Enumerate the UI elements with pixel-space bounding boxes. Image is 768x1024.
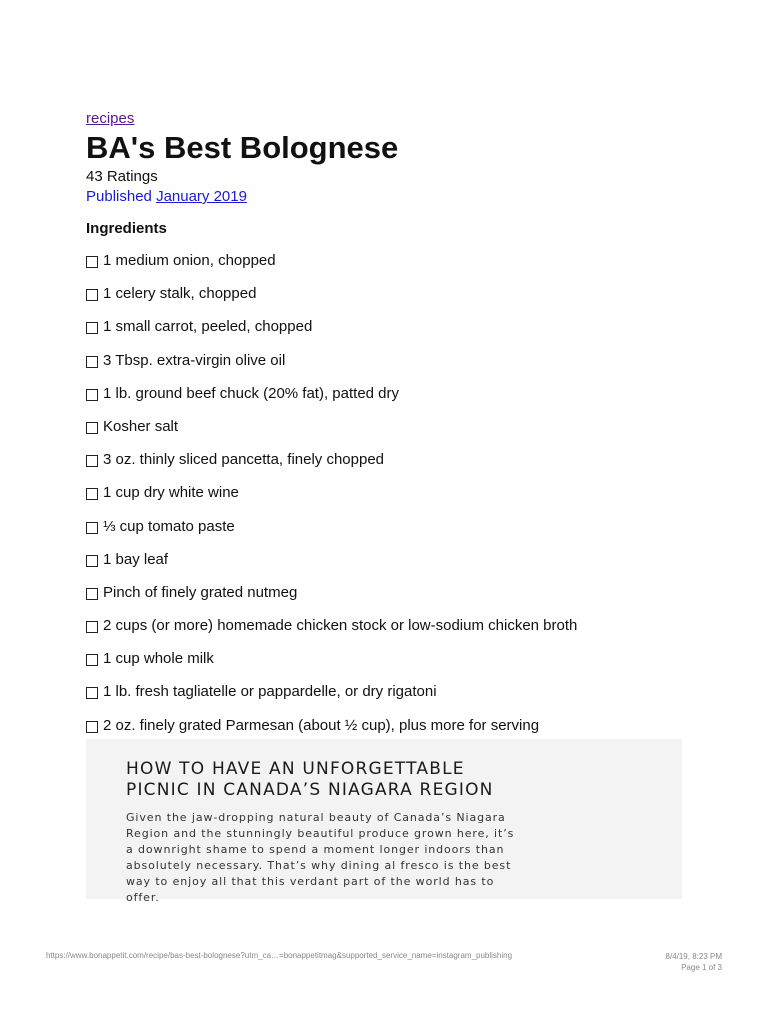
checkbox-icon[interactable]: [86, 654, 98, 666]
ingredient-item: [86, 384, 686, 417]
ingredient-text: 1 cup whole milk: [103, 650, 214, 668]
page-title: BA's Best Bolognese: [86, 130, 399, 165]
ingredient-item: [86, 483, 686, 516]
published-label: Published: [86, 188, 152, 205]
published-line: [86, 187, 686, 207]
checkbox-icon[interactable]: [86, 522, 98, 534]
ingredient-item: [86, 351, 686, 384]
ingredient-item: [86, 616, 686, 649]
checkbox-icon[interactable]: [86, 621, 98, 633]
footer-url: https://www.bonappetit.com/recipe/bas-best-bolognese?utm_ca…=bonappetitmag&supported_service_name=instagram_publishing: [46, 951, 513, 960]
ad-title: [126, 759, 646, 801]
checkbox-icon[interactable]: [86, 721, 98, 733]
ingredient-text: 2 cups (or more) homemade chicken stock or low-sodium chicken broth: [103, 617, 578, 635]
ingredient-text: 3 oz. thinly sliced pancetta, finely chopped: [103, 451, 385, 469]
ingredient-item: [86, 450, 686, 483]
ingredient-text: 1 celery stalk, chopped: [103, 285, 257, 303]
ad-body-text: Given the jaw-dropping natural beauty of Canada’s Niagara Region and the stunningly beautiful produce grown here, it’s a downright shame to spend a moment longer indoors than absolutely necessary. That’s why dining al fresco is the best way to enjoy all that this verdant part of the world has to offer.: [126, 811, 515, 904]
ingredient-item: [86, 682, 686, 715]
ingredient-item: [86, 583, 686, 616]
ingredient-text: 3 Tbsp. extra-virgin olive oil: [103, 351, 286, 369]
breadcrumb-recipes-link[interactable]: recipes: [86, 110, 135, 127]
ingredient-item: [86, 251, 686, 284]
ingredient-text: Kosher salt: [103, 417, 179, 435]
ingredient-text: ⅓ cup tomato paste: [103, 517, 235, 535]
checkbox-icon[interactable]: [86, 455, 98, 467]
footer-page-number: Page 1 of 3: [681, 963, 722, 972]
footer-datetime: 8/4/19, 8:23 PM: [665, 952, 722, 961]
ingredient-item: [86, 649, 686, 682]
footer-date-page: [666, 951, 722, 973]
ingredient-text: 1 bay leaf: [103, 550, 169, 568]
ingredient-item: [86, 284, 686, 317]
ingredient-text: 1 lb. fresh tagliatelle or pappardelle, or dry rigatoni: [103, 683, 437, 701]
ingredient-item: [86, 317, 686, 350]
ingredient-text: 1 cup dry white wine: [103, 484, 239, 502]
ingredient-text: 1 medium onion, chopped: [103, 252, 276, 269]
ingredient-item: [86, 550, 686, 583]
published-date-link[interactable]: January 2019: [156, 188, 247, 205]
ingredient-text: 1 lb. ground beef chuck (20% fat), patted dry: [103, 384, 400, 402]
checkbox-icon[interactable]: [86, 687, 98, 699]
checkbox-icon[interactable]: [86, 256, 98, 268]
ingredient-item: [86, 517, 686, 550]
checkbox-icon[interactable]: [86, 289, 98, 301]
ad-title-line: HOW TO HAVE AN UNFORGETTABLE: [126, 759, 465, 779]
ingredient-item: [86, 417, 686, 450]
ingredient-text: Pinch of finely grated nutmeg: [103, 583, 298, 601]
recipe-content: [86, 110, 686, 749]
ratings-count: 43 Ratings: [86, 168, 158, 185]
checkbox-icon[interactable]: [86, 322, 98, 334]
checkbox-icon[interactable]: [86, 422, 98, 434]
ad-title-line: PICNIC IN CANADA’S NIAGARA REGION: [126, 780, 494, 800]
checkbox-icon[interactable]: [86, 555, 98, 567]
checkbox-icon[interactable]: [86, 588, 98, 600]
ingredients-list: [86, 251, 686, 749]
checkbox-icon[interactable]: [86, 488, 98, 500]
checkbox-icon[interactable]: [86, 356, 98, 368]
checkbox-icon[interactable]: [86, 389, 98, 401]
ingredient-text: 2 oz. finely grated Parmesan (about ½ cup), plus more for serving: [103, 716, 540, 734]
ingredient-text: 1 small carrot, peeled, chopped: [103, 318, 313, 336]
ingredients-heading: Ingredients: [86, 220, 167, 237]
advertisement-card[interactable]: [86, 739, 682, 904]
